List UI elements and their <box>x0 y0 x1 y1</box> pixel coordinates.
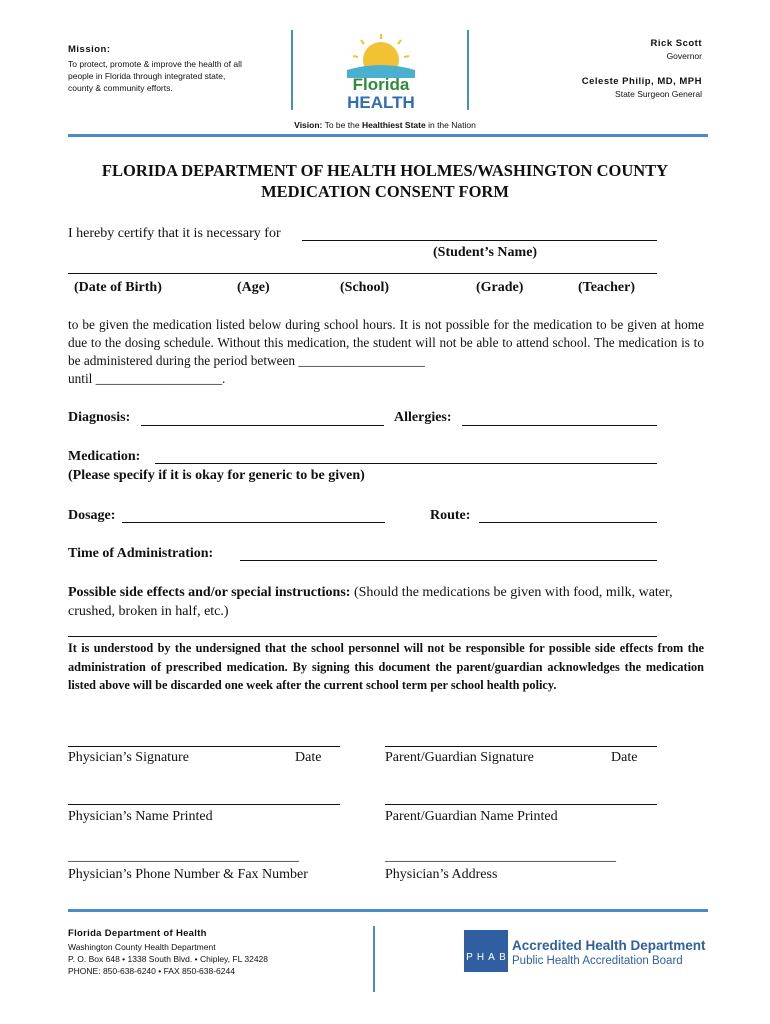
grade-label: (Grade) <box>476 280 524 295</box>
route-field[interactable] <box>479 522 657 523</box>
parent-name-label: Parent/Guardian Name Printed <box>385 809 558 824</box>
mission-label: Mission: <box>68 44 111 55</box>
physician-address-label: Physician’s Address <box>385 867 498 882</box>
side-effects <box>68 583 708 621</box>
form-title-line2: MEDICATION CONSENT FORM <box>261 182 509 201</box>
surgeon-general-name: Celeste Philip, MD, MPH <box>581 76 702 87</box>
physician-name-label: Physician’s Name Printed <box>68 809 213 824</box>
physician-signature-label: Physician’s Signature <box>68 750 189 765</box>
phab-letters <box>464 952 508 963</box>
parent-name-field[interactable] <box>385 804 657 805</box>
parent-date-label: Date <box>611 750 638 765</box>
vision-statement <box>0 120 770 130</box>
side-effects-note: (Should the medications be given with food, milk, water, crushed, broken in half, etc.) <box>68 585 673 619</box>
logo-word-florida: Florida <box>352 75 410 94</box>
student-details-field[interactable] <box>68 273 657 274</box>
footer-rule <box>68 909 708 912</box>
phab-letter-p: P <box>466 952 473 963</box>
vision-bold: Healthiest State <box>361 120 426 130</box>
officials-block <box>462 38 702 100</box>
diagnosis-label: Diagnosis: <box>68 410 131 425</box>
diagnosis-field[interactable] <box>141 425 384 426</box>
time-field[interactable] <box>240 560 657 561</box>
school-label: (School) <box>340 280 389 295</box>
phab-accreditation-logo <box>464 930 704 972</box>
consent-paragraph: to be given the medication listed below during school hours. It is not possible for the medication to be given at home due to the dosing schedule. Without this medication, the student will not be able to attend school. The medication is to be administered during the period between ___________________ <box>68 317 704 368</box>
governor-title: Governor <box>666 51 702 61</box>
mission-text: To protect, promote & improve the health of all people in Florida through integrated state, county & community efforts. <box>68 59 242 93</box>
phab-letter-b: B <box>499 952 506 963</box>
generic-note: (Please specify if it is okay for generic to be given) <box>68 468 365 483</box>
header-divider-left <box>291 30 293 110</box>
time-label: Time of Administration: <box>68 546 214 561</box>
footer-line2: P. O. Box 648 • 1338 South Blvd. • Chipley, FL 32428 <box>68 954 269 964</box>
physician-phone-field[interactable]: _________________________________ <box>68 849 299 864</box>
physician-phone-label: Physician’s Phone Number & Fax Number <box>68 867 308 882</box>
phab-mark <box>464 930 508 972</box>
footer-org-name: Florida Department of Health <box>68 928 207 939</box>
parent-signature-field[interactable] <box>385 746 657 747</box>
phab-letter-a: A <box>488 952 495 963</box>
phab-line2: Public Health Accreditation Board <box>512 955 683 967</box>
surgeon-general-title: State Surgeon General <box>615 89 702 99</box>
header-rule <box>68 134 708 137</box>
physician-address-field[interactable]: _________________________________ <box>385 849 616 864</box>
side-effects-label: Possible side effects and/or special instructions: <box>68 585 351 600</box>
medication-field[interactable] <box>155 463 657 464</box>
parent-signature-label: Parent/Guardian Signature <box>385 750 534 765</box>
medication-label: Medication: <box>68 449 141 464</box>
age-label: (Age) <box>237 280 270 295</box>
form-title-line1: FLORIDA DEPARTMENT OF HEALTH HOLMES/WASHINGTON COUNTY <box>101 161 669 180</box>
physician-signature-field[interactable] <box>68 746 340 747</box>
dosage-field[interactable] <box>122 522 385 523</box>
student-name-field[interactable] <box>302 240 657 241</box>
footer-line1: Washington County Health Department <box>68 942 216 952</box>
vision-post: in the Nation <box>428 120 476 130</box>
dosage-label: Dosage: <box>68 508 116 523</box>
certify-text: I hereby certify that it is necessary for <box>68 226 281 241</box>
physician-date-label: Date <box>295 750 322 765</box>
footer-address <box>68 928 268 977</box>
dob-label: (Date of Birth) <box>74 280 162 295</box>
student-name-label: (Student’s Name) <box>433 245 538 260</box>
vision-pre: To be the <box>324 120 360 130</box>
side-effects-field[interactable] <box>68 636 657 637</box>
physician-name-field[interactable] <box>68 804 340 805</box>
form-title <box>0 160 770 202</box>
allergies-label: Allergies: <box>394 410 452 425</box>
footer-line3: PHONE: 850-638-6240 • FAX 850-638-6244 <box>68 966 235 976</box>
allergies-field[interactable] <box>462 425 657 426</box>
route-label: Route: <box>430 508 471 523</box>
logo-word-health: HEALTH <box>347 93 415 112</box>
governor-name: Rick Scott <box>650 38 702 49</box>
footer-divider <box>373 926 375 992</box>
until-text: until ___________________. <box>68 371 226 386</box>
liability-notice: It is understood by the undersigned that the school personnel will not be responsible for possible side effects from the administration of prescribed medication. By signing this document the parent/guardian acknowledges the medication listed above will be discarded one week after the current school term per school health policy. <box>68 641 704 692</box>
teacher-label: (Teacher) <box>578 280 636 295</box>
florida-health-logo <box>343 30 419 112</box>
phab-line1: Accredited Health Department <box>512 938 706 953</box>
vision-label: Vision: <box>294 120 323 130</box>
mission-statement <box>68 44 248 94</box>
phab-letter-h: H <box>476 952 485 963</box>
